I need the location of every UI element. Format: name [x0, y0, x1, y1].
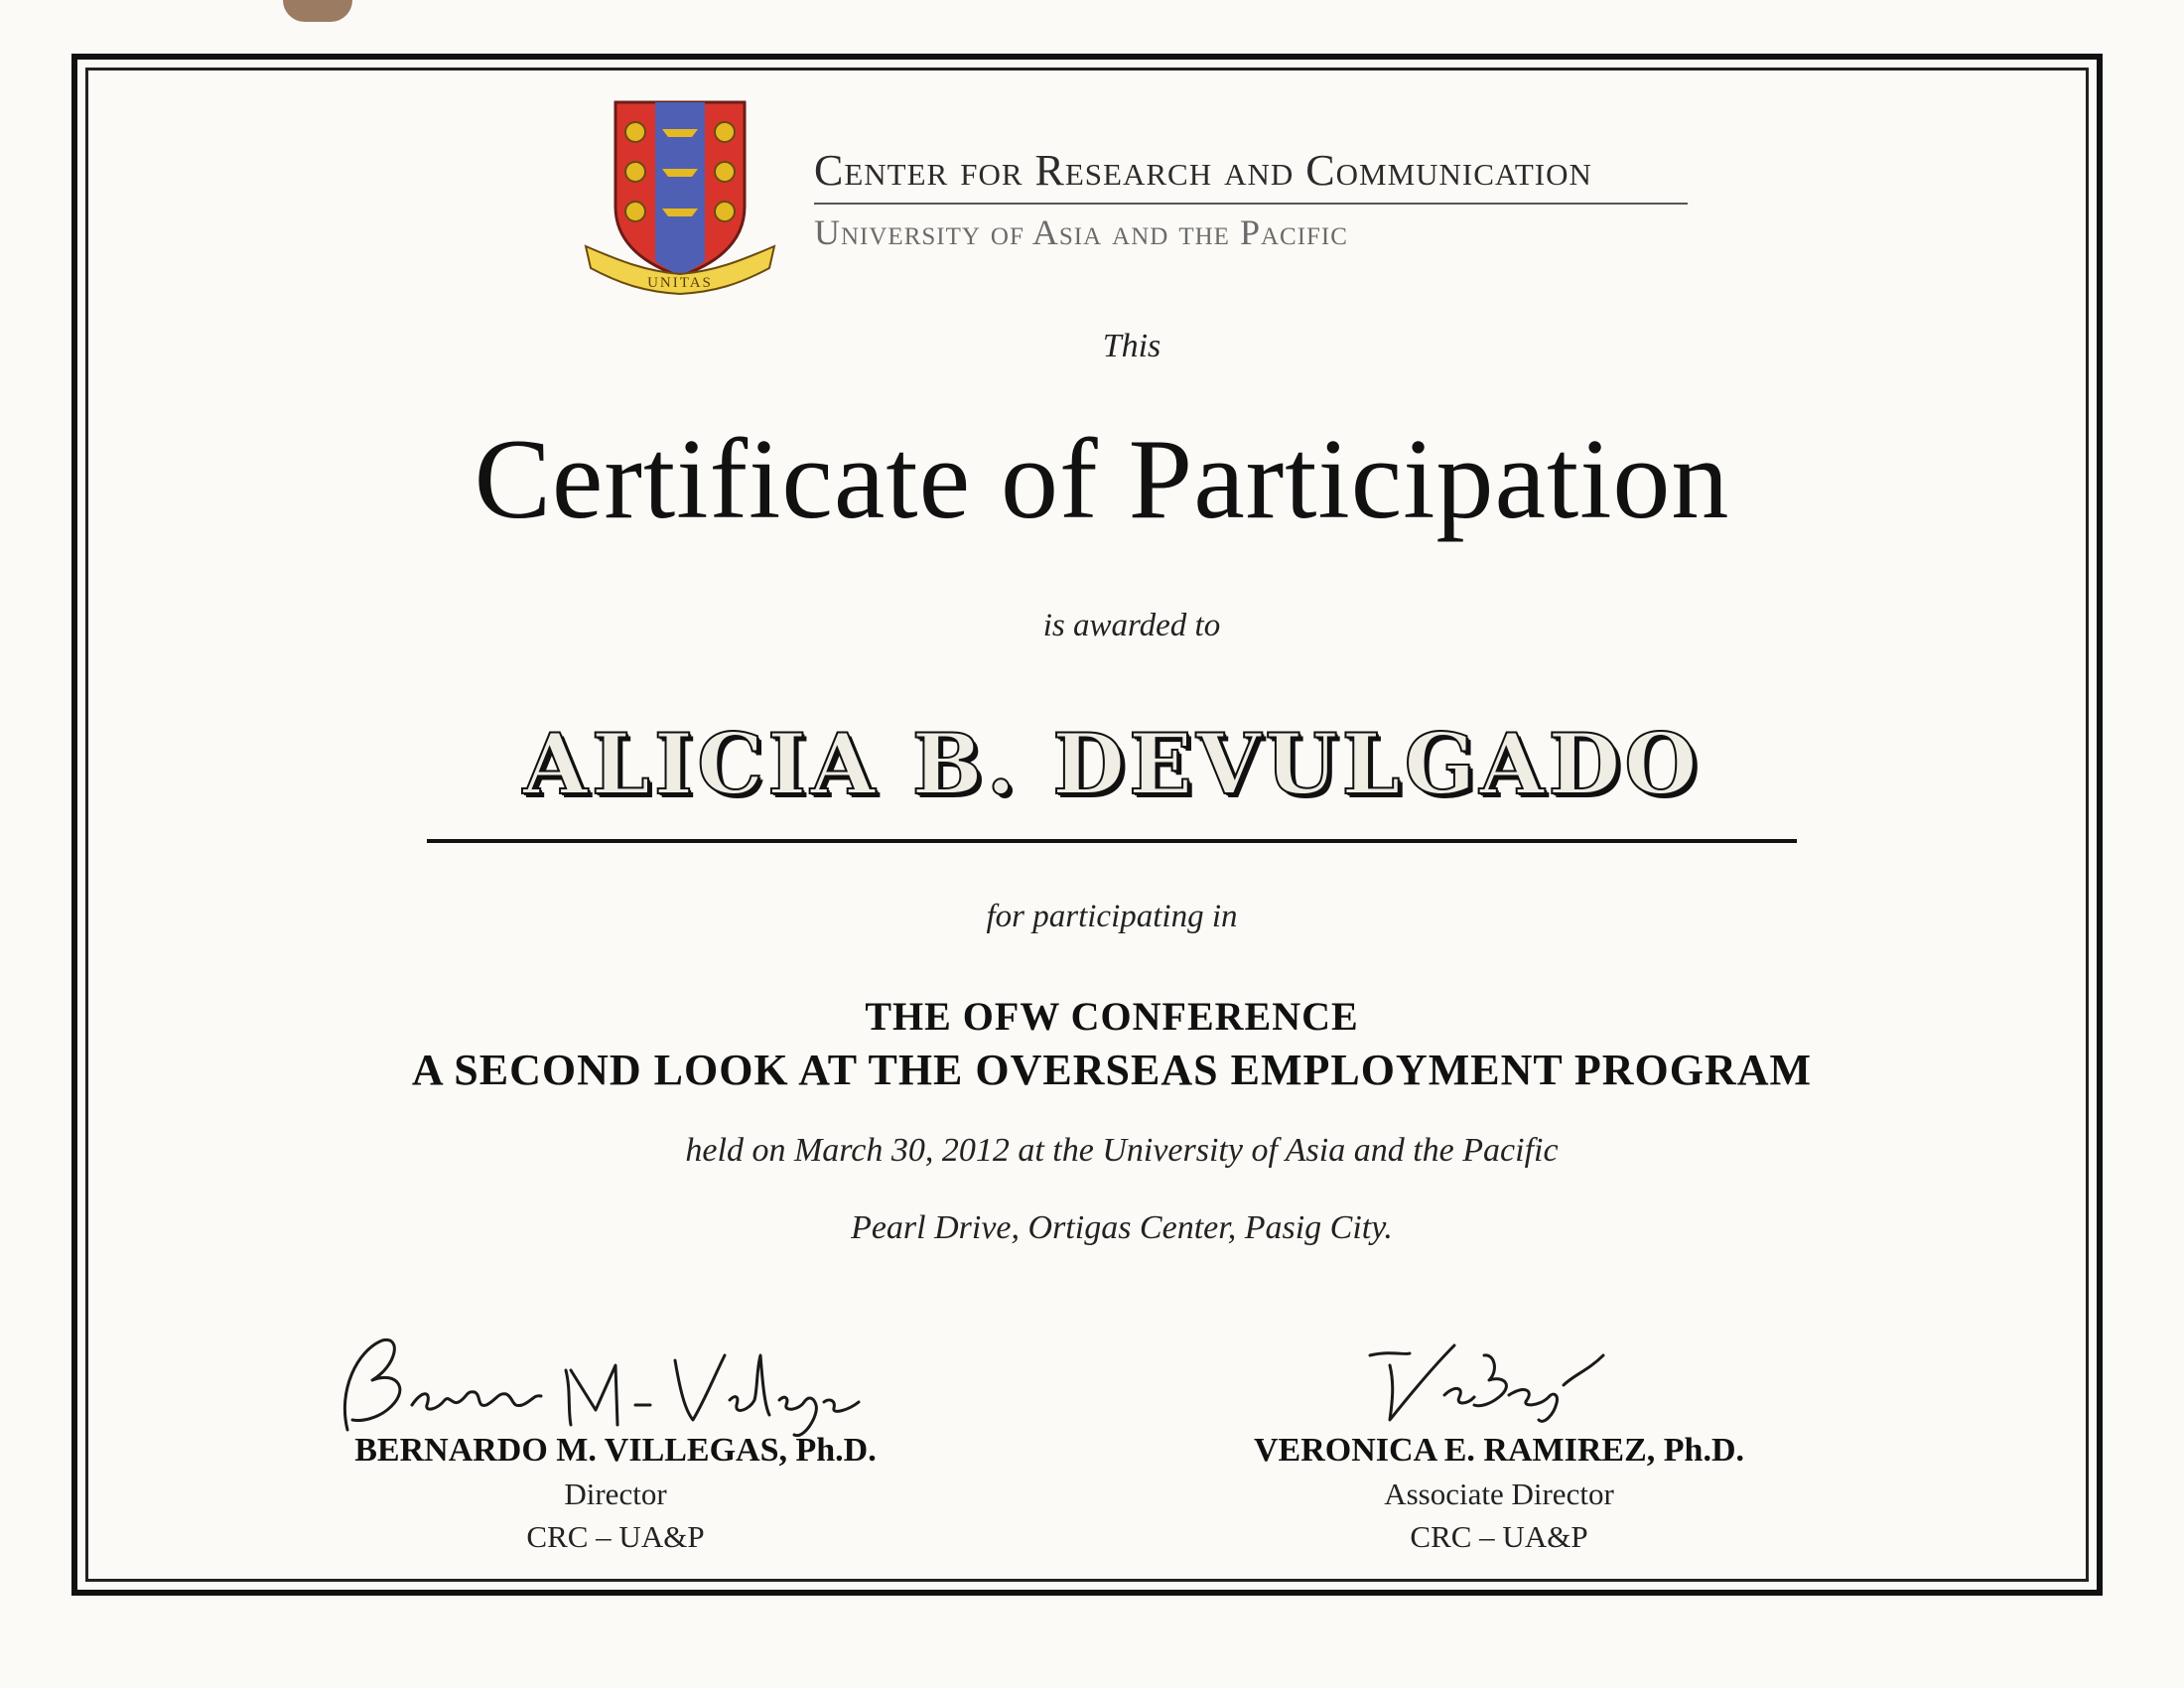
- certificate-title: Certificate of Participation: [474, 416, 1730, 543]
- for-participating-text: for participating in: [986, 899, 1238, 934]
- university-name: University of Asia and the Pacific: [814, 212, 1348, 252]
- recipient-name: ALICIA B. DEVULGADO: [522, 715, 1702, 813]
- signatory-director: [308, 1430, 923, 1558]
- organization-header: [814, 146, 1688, 252]
- header-divider: [814, 203, 1688, 205]
- svg-text:UNITAS: UNITAS: [647, 275, 713, 291]
- event-title-line2: A SECOND LOOK AT THE OVERSEAS EMPLOYMENT PROGRAM: [411, 1046, 1813, 1094]
- awarded-to-text: is awarded to: [1042, 608, 1221, 643]
- signatory-associate-director: [1201, 1430, 1797, 1558]
- university-crest-icon: [581, 97, 779, 296]
- signatory-name: BERNARDO M. VILLEGAS, Ph.D.: [354, 1432, 877, 1469]
- signatory-org: CRC – UA&P: [1410, 1518, 1588, 1554]
- paper-stain: [283, 0, 352, 22]
- organization-name: Center for Research and Communication: [814, 146, 1592, 195]
- signatory-role: Associate Director: [1384, 1476, 1614, 1511]
- signatory-role: Director: [564, 1476, 667, 1511]
- event-address: Pearl Drive, Ortigas Center, Pasig City.: [851, 1209, 1393, 1246]
- recipient-underline: [427, 839, 1797, 843]
- event-title-line1: THE OFW CONFERENCE: [865, 994, 1359, 1039]
- event-date-venue: held on March 30, 2012 at the University of Asia and the Pacific: [685, 1132, 1559, 1169]
- intro-text: This: [1102, 328, 1161, 364]
- signatory-name: VERONICA E. RAMIREZ, Ph.D.: [1254, 1432, 1744, 1469]
- associate-director-signature: [1350, 1326, 1648, 1435]
- signatory-org: CRC – UA&P: [526, 1518, 705, 1554]
